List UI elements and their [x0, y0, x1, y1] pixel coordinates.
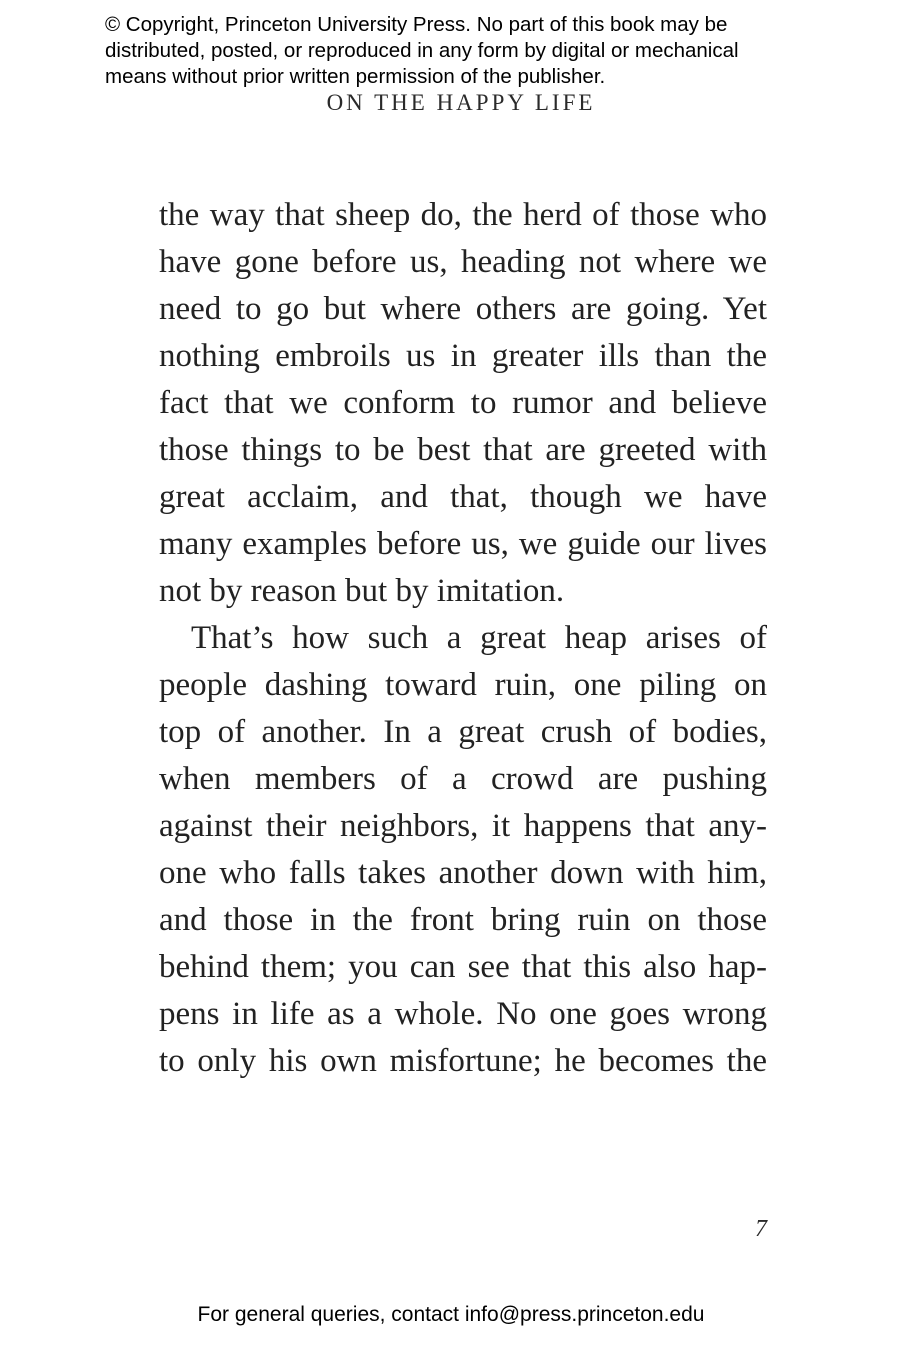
- body-text: [159, 192, 767, 1085]
- text-line: not by reason but by imitation.: [159, 573, 565, 609]
- text-line: when members of a crowd are pushing: [159, 761, 767, 797]
- text-line: great acclaim, and that, though we have: [159, 479, 767, 515]
- paragraph-2: [159, 615, 767, 1085]
- text-line: and those in the front bring ruin on those: [159, 902, 767, 938]
- text-line: top of another. In a great crush of bodies,: [159, 714, 767, 750]
- text-line: nothing embroils us in greater ills than the: [159, 338, 767, 374]
- text-line: to only his own misfortune; he becomes the: [159, 1043, 767, 1079]
- page-number: 7: [755, 1216, 767, 1242]
- text-line: need to go but where others are going. Yet: [159, 291, 767, 327]
- text-line: people dashing toward ruin, one piling on: [159, 667, 767, 703]
- copyright-line: © Copyright, Princeton University Press. No part of this book may be: [105, 13, 728, 36]
- text-line: the way that sheep do, the herd of those who: [159, 197, 767, 233]
- text-line: those things to be best that are greeted with: [159, 432, 767, 468]
- running-head: ON THE HAPPY LIFE: [326, 90, 596, 115]
- copyright-notice: [105, 12, 825, 90]
- copyright-line: means without prior written permission of the publisher.: [105, 65, 606, 88]
- text-line: fact that we conform to rumor and believe: [159, 385, 767, 421]
- text-line: have gone before us, heading not where we: [159, 244, 767, 280]
- text-line: many examples before us, we guide our lives: [159, 526, 767, 562]
- paragraph-1: [159, 192, 767, 615]
- copyright-line: distributed, posted, or reproduced in any form by digital or mechanical: [105, 39, 739, 62]
- text-line: against their neighbors, it happens that any-: [159, 808, 767, 844]
- text-line: pens in life as a whole. No one goes wrong: [159, 996, 767, 1032]
- footer-contact: For general queries, contact info@press.princeton.edu: [197, 1303, 705, 1326]
- text-line: one who falls takes another down with him,: [159, 855, 767, 891]
- text-line: behind them; you can see that this also hap-: [159, 949, 767, 985]
- text-line: That’s how such a great heap arises of: [191, 620, 767, 656]
